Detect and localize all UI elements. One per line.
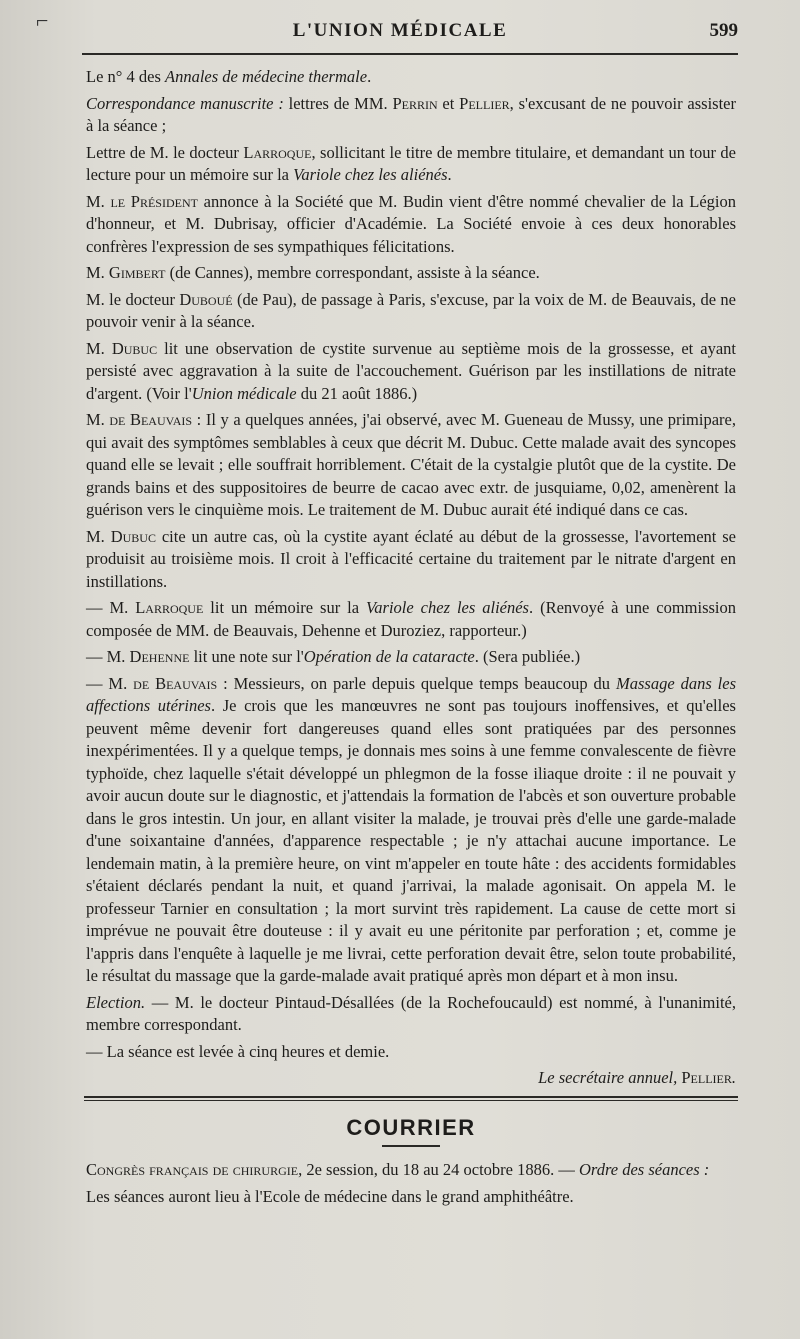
paragraph-president: M. le Président annonce à la Société que M. Budin vient d'être nommé chevalier de la Légion d'honneur, et M. Dubrisay, officier d'Académie. La Société envoie à ces deux honorables confrères l'expression de ses sympathiques félicitations. (86, 191, 737, 256)
paragraph-gimbert: M. Gimbert (de Cannes), membre correspondant, assiste à la séance. (86, 263, 540, 282)
article-body (86, 66, 736, 1212)
paragraph-seance-levee: — La séance est levée à cinq heures et demie. (86, 1041, 390, 1061)
margin-mark: ⌐ (36, 8, 49, 33)
running-header-title: L'UNION MÉDICALE (292, 20, 508, 41)
paragraph-dubuc-second-case: M. Dubuc cite un autre cas, où la cystite ayant éclaté au début de la grossesse, l'avortement se produisit au troisième mois. Il croit à l'efficacité certaine du traitement par le nitrate d'argent en instillations. (86, 526, 736, 591)
paragraph-correspondance: Correspondance manuscrite : lettres de MM. Perrin et Pellier, s'excusant de ne pouvoir assister à la séance ; (86, 93, 737, 135)
paragraph-congres: Congrès français de chirurgie, 2e session, du 18 au 24 octobre 1886. — Ordre des séances : (86, 1160, 710, 1179)
section-divider (84, 1096, 738, 1101)
section-title-courrier: COURRIER (346, 1114, 476, 1140)
paragraph-duboue: M. le docteur Duboué (de Pau), de passage à Paris, s'excuse, par la voix de M. de Beauvais, de ne pouvoir venir à la séance. (86, 289, 736, 331)
page-number: 599 (709, 20, 738, 41)
paragraph-election: Election. — M. le docteur Pintaud-Désallées (de la Rochefoucauld) est nommé, à l'unanimité, membre correspondant. (86, 992, 736, 1034)
paragraph-dehenne-note: — M. Dehenne lit une note sur l'Opération de la cataracte. (Sera publiée.) (86, 647, 581, 666)
paragraph-larroque-memoire: — M. Larroque lit un mémoire sur la Variole chez les aliénés. (Renvoyé à une commission composée de MM. de Beauvais, Dehenne et Duroziez, rapporteur.) (86, 598, 736, 640)
paragraph-seances-lieu: Les séances auront lieu à l'Ecole de médecine dans le grand amphithéâtre. (86, 1186, 574, 1206)
paragraph-dubuc-observation: M. Dubuc lit une observation de cystite survenue au septième mois de la grossesse, et ayant persisté avec aggravation à la suite de l'accouchement. Guérison par les instillations de nitrate d'argent. (Voir l'Union médicale du 21 août 1886.) (86, 338, 736, 403)
paragraph-lettre-larroque: Lettre de M. le docteur Larroque, sollicitant le titre de membre titulaire, et demandant un tour de lecture pour un mémoire sur la Variole chez les aliénés. (86, 142, 736, 184)
paragraph-beauvais-reply: M. de Beauvais : Il y a quelques années, j'ai observé, avec M. Gueneau de Mussy, une primipare, qui avait des symptômes semblables à ceux que décrit M. Dubuc. Cette malade avait des syncopes quand elle se levait ; elle souffrait horriblement. C'était de la cystalgie plutôt que de la cystite. De grands bains et des suppositoires de beurre de cacao avec extr. de jusquiame, 0,02, amenèrent la guérison vers le cinquième mois. Le traitement de M. Dubuc aurait été indiqué dans ce cas. (86, 410, 736, 519)
secretary-signature: Le secrétaire annuel, Pellier. (538, 1068, 736, 1087)
header-rule (82, 53, 738, 55)
paragraph-beauvais-massage: — M. de Beauvais : Messieurs, on parle depuis quelque temps beaucoup du Massage dans les affections utérines. Je crois que les manœuvres ne sont pas toujours inoffensives, et qu'elles peuvent même devenir fort dangereuses quand elles sont pratiquées par des personnes inexpérimentées. Il y a quelque temps, je donnais mes soins à une femme convalescente de fièvre typhoïde, chez laquelle s'était développé un phlegmon de la fosse iliaque droite : il ne pouvait y avoir aucun doute sur le diagnostic, et j'attendais la formation de l'abcès et son ouverture probable dans le gros intestin. Un jour, en allant visiter la malade, je trouvai près d'elle une garde-malade d'une soixantaine d'années, d'apparence respectable ; je n'y attachai aucune importance. Le lendemain matin, à la première heure, on vint m'appeler en toute hâte : des accidents formidables s'étaient déclarés pendant la nuit, et quand j'arrivai, la malade agonisait. On appela M. le professeur Tarnier en consultation ; la mort survint très rapidement. La cause de cette mort si imprévue ne pouvait être douteuse : il y avait eu une péritonite par perforation ; et, comme je l'appris dans l'enquête à laquelle je me livrai, cette perforation devait être, selon toute probabilité, le résultat du massage que la garde-malade avait pratiqué après mon départ et à mon insu. (86, 673, 736, 985)
paragraph-annales: Le n° 4 des Annales de médecine thermale. (86, 67, 372, 86)
section-title-underline (382, 1145, 440, 1147)
